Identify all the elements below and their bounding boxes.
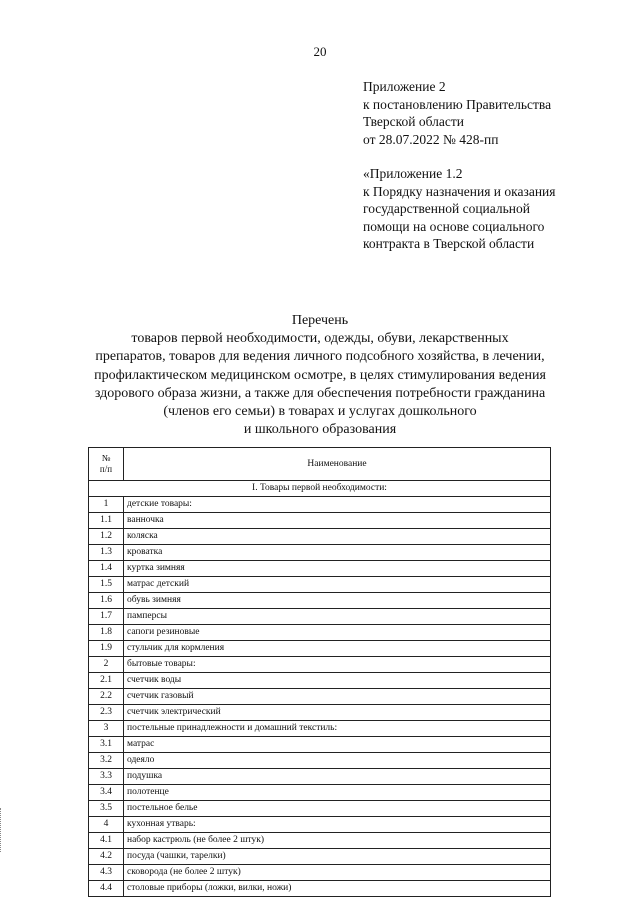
row-name: столовые приборы (ложки, вилки, ножи) (124, 881, 551, 897)
row-number: 4.4 (89, 881, 124, 897)
row-number: 2.2 (89, 689, 124, 705)
row-name: коляска (124, 529, 551, 545)
table-row (89, 513, 551, 529)
row-name: подушка (124, 769, 551, 785)
row-name: памперсы (124, 609, 551, 625)
row-number: 2.3 (89, 705, 124, 721)
table-row (89, 833, 551, 849)
row-name: обувь зимняя (124, 593, 551, 609)
sub-appendix-line: государственной социальной (363, 201, 530, 216)
appendix-block (363, 78, 623, 253)
document-title (80, 312, 560, 439)
row-number: 1.5 (89, 577, 124, 593)
header-name: Наименование (124, 448, 551, 481)
table-row (89, 673, 551, 689)
row-number: 1.1 (89, 513, 124, 529)
row-number: 1.4 (89, 561, 124, 577)
table-row (89, 577, 551, 593)
table-row (89, 881, 551, 897)
row-number: 4.2 (89, 849, 124, 865)
row-name: посуда (чашки, тарелки) (124, 849, 551, 865)
row-number: 1.3 (89, 545, 124, 561)
goods-table (88, 447, 551, 897)
row-name: детские товары: (124, 497, 551, 513)
row-number: 1.9 (89, 641, 124, 657)
title-line: (членов его семьи) в товарах и услугах дошкольного (163, 404, 477, 420)
row-name: счетчик электрический (124, 705, 551, 721)
title-line: профилактическом медицинском осмотре, в целях стимулирования ведения (94, 367, 546, 383)
row-number: 3.4 (89, 785, 124, 801)
table-row (89, 545, 551, 561)
appendix-gap (363, 148, 623, 165)
row-name: бытовые товары: (124, 657, 551, 673)
table-row (89, 689, 551, 705)
row-name: полотенце (124, 785, 551, 801)
header-number-line1: № (101, 453, 111, 463)
sub-appendix-line: к Порядку назначения и оказания (363, 183, 556, 199)
row-number: 1.7 (89, 609, 124, 625)
table-row (89, 737, 551, 753)
sub-appendix-line: помощи на основе социального (363, 218, 545, 234)
table-row (89, 625, 551, 641)
row-number: 3.5 (89, 801, 124, 817)
title-line: здорового образа жизни, а также для обеспечения потребности гражданина (94, 385, 546, 401)
row-name: кухонная утварь: (124, 817, 551, 833)
page-number: 20 (313, 44, 327, 59)
title-line: и школьного образования (243, 422, 397, 438)
table-row (89, 817, 551, 833)
table-header-row (89, 448, 551, 481)
table-row (89, 721, 551, 737)
row-name: куртка зимняя (124, 561, 551, 577)
row-number: 4.1 (89, 833, 124, 849)
appendix-line: Приложение 2 (363, 79, 446, 94)
table-row (89, 561, 551, 577)
row-name: набор кастрюль (не более 2 штук) (124, 833, 551, 849)
row-number: 3.1 (89, 737, 124, 753)
row-name: стульчик для кормления (124, 641, 551, 657)
title-line: препаратов, товаров для ведения личного подсобного хозяйства, в лечении, (95, 349, 545, 365)
table-row (89, 801, 551, 817)
table-row (89, 657, 551, 673)
title-heading: Перечень (291, 313, 349, 328)
title-line: товаров первой необходимости, одежды, обуви, лекарственных (131, 331, 509, 347)
scan-edge-mark (0, 808, 4, 852)
row-name: кроватка (124, 545, 551, 561)
table-row (89, 641, 551, 657)
row-number: 3.2 (89, 753, 124, 769)
row-number: 1 (89, 497, 124, 513)
header-number-line2: п/п (99, 464, 113, 474)
table-row (89, 609, 551, 625)
table-row (89, 785, 551, 801)
row-name: постельное белье (124, 801, 551, 817)
row-number: 4 (89, 817, 124, 833)
appendix-line: Тверской области (363, 114, 464, 129)
sub-appendix-line: «Приложение 1.2 (363, 166, 463, 181)
row-name: счетчик воды (124, 673, 551, 689)
table-row (89, 593, 551, 609)
table-row (89, 849, 551, 865)
row-name: счетчик газовый (124, 689, 551, 705)
row-name: матрас (124, 737, 551, 753)
header-number (89, 448, 124, 481)
row-name: постельные принадлежности и домашний текстиль: (124, 721, 551, 737)
row-number: 3 (89, 721, 124, 737)
table-row (89, 769, 551, 785)
row-number: 2.1 (89, 673, 124, 689)
row-number: 3.3 (89, 769, 124, 785)
table-row (89, 753, 551, 769)
row-name: матрас детский (124, 577, 551, 593)
table-row (89, 497, 551, 513)
row-name: одеяло (124, 753, 551, 769)
appendix-line: к постановлению Правительства (363, 96, 552, 112)
row-name: сковорода (не более 2 штук) (124, 865, 551, 881)
table-row (89, 529, 551, 545)
row-name: сапоги резиновые (124, 625, 551, 641)
table-row (89, 705, 551, 721)
row-number: 1.2 (89, 529, 124, 545)
section-row (89, 481, 551, 497)
row-number: 1.8 (89, 625, 124, 641)
table-row (89, 865, 551, 881)
row-name: ванночка (124, 513, 551, 529)
sub-appendix-line: контракта в Тверской области (363, 236, 535, 251)
row-number: 1.6 (89, 593, 124, 609)
row-number: 4.3 (89, 865, 124, 881)
appendix-line: от 28.07.2022 № 428-пп (363, 131, 499, 147)
row-number: 2 (89, 657, 124, 673)
table-body (89, 481, 551, 897)
section-title: I. Товары первой необходимости: (89, 481, 551, 497)
